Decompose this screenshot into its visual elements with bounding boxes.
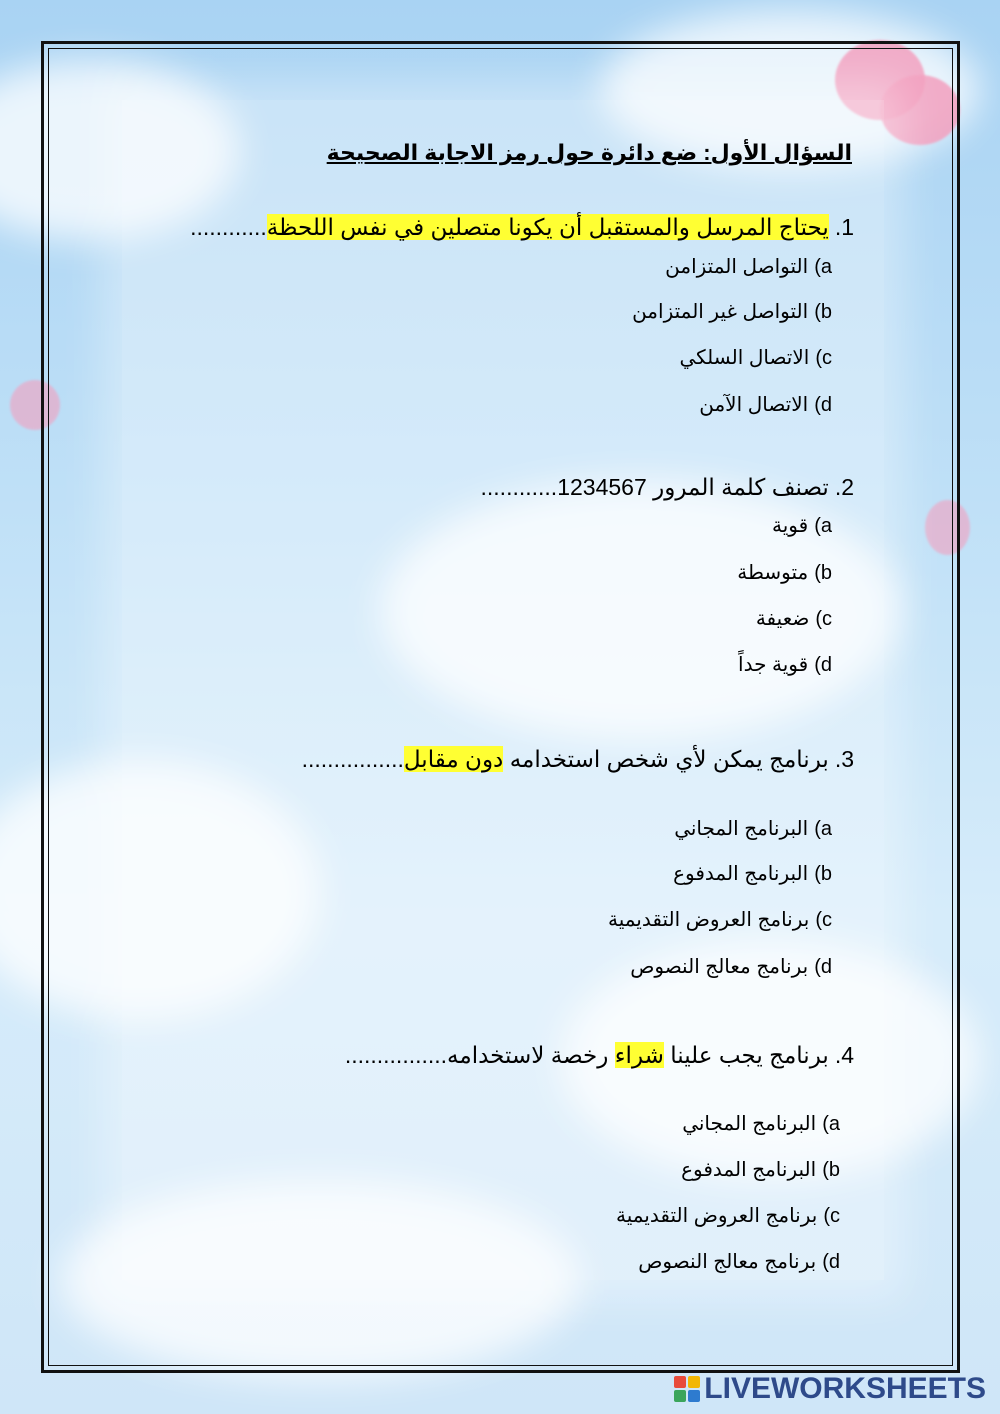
question-number: 4. [834, 1042, 854, 1068]
option-1d[interactable]: d)الاتصال الآمن [699, 394, 832, 416]
option-1b[interactable]: b)التواصل غير المتزامن [632, 301, 832, 323]
question-3 [302, 746, 854, 773]
highlighted-text: دون مقابل [403, 746, 504, 772]
question-text: برنامج يمكن لأي شخص استخدامه [509, 746, 829, 772]
highlighted-text: شراء [614, 1042, 664, 1068]
option-1c[interactable]: c)الاتصال السلكي [679, 347, 832, 369]
blank-dots: ................ [301, 746, 404, 772]
blank-dots: رخصة لاستخدامه................ [344, 1042, 609, 1068]
option-3c[interactable]: c)برنامج العروض التقديمية [607, 909, 832, 931]
option-4a[interactable]: a)البرنامج المجاني [682, 1113, 840, 1135]
option-2a[interactable]: a)قوية [772, 515, 832, 537]
highlighted-text: يحتاج المرسل والمستقبل أن يكونا متصلين في نفس اللحظة [266, 214, 829, 240]
option-2c[interactable]: c)ضعيفة [755, 608, 832, 630]
section-title: السؤال الأول: ضع دائرة حول رمز الاجابة الصحيحة [326, 140, 852, 165]
question-text: تصنف كلمة المرور 1234567............ [480, 474, 829, 500]
question-number: 2. [834, 474, 854, 500]
question-number: 3. [834, 746, 854, 772]
question-1 [190, 214, 854, 241]
option-1a[interactable]: a)التواصل المتزامن [665, 256, 832, 278]
option-2b[interactable]: b)متوسطة [737, 562, 832, 584]
option-3b[interactable]: b)البرنامج المدفوع [673, 863, 832, 885]
option-2d[interactable]: d)قوية جداً [738, 654, 832, 676]
liveworksheets-logo-icon [674, 1376, 700, 1402]
blank-dots: ............ [190, 214, 267, 240]
option-3d[interactable]: d)برنامج معالج النصوص [630, 956, 832, 978]
option-4c[interactable]: c)برنامج العروض التقديمية [615, 1205, 840, 1227]
brand-name: LIVEWORKSHEETS [704, 1372, 986, 1405]
option-3a[interactable]: a)البرنامج المجاني [674, 818, 832, 840]
question-4 [345, 1042, 854, 1069]
option-4b[interactable]: b)البرنامج المدفوع [681, 1159, 840, 1181]
liveworksheets-logo [674, 1372, 986, 1406]
question-2 [481, 474, 854, 501]
option-4d[interactable]: d)برنامج معالج النصوص [638, 1251, 840, 1273]
question-text: برنامج يجب علينا [670, 1042, 829, 1068]
question-number: 1. [834, 214, 854, 240]
